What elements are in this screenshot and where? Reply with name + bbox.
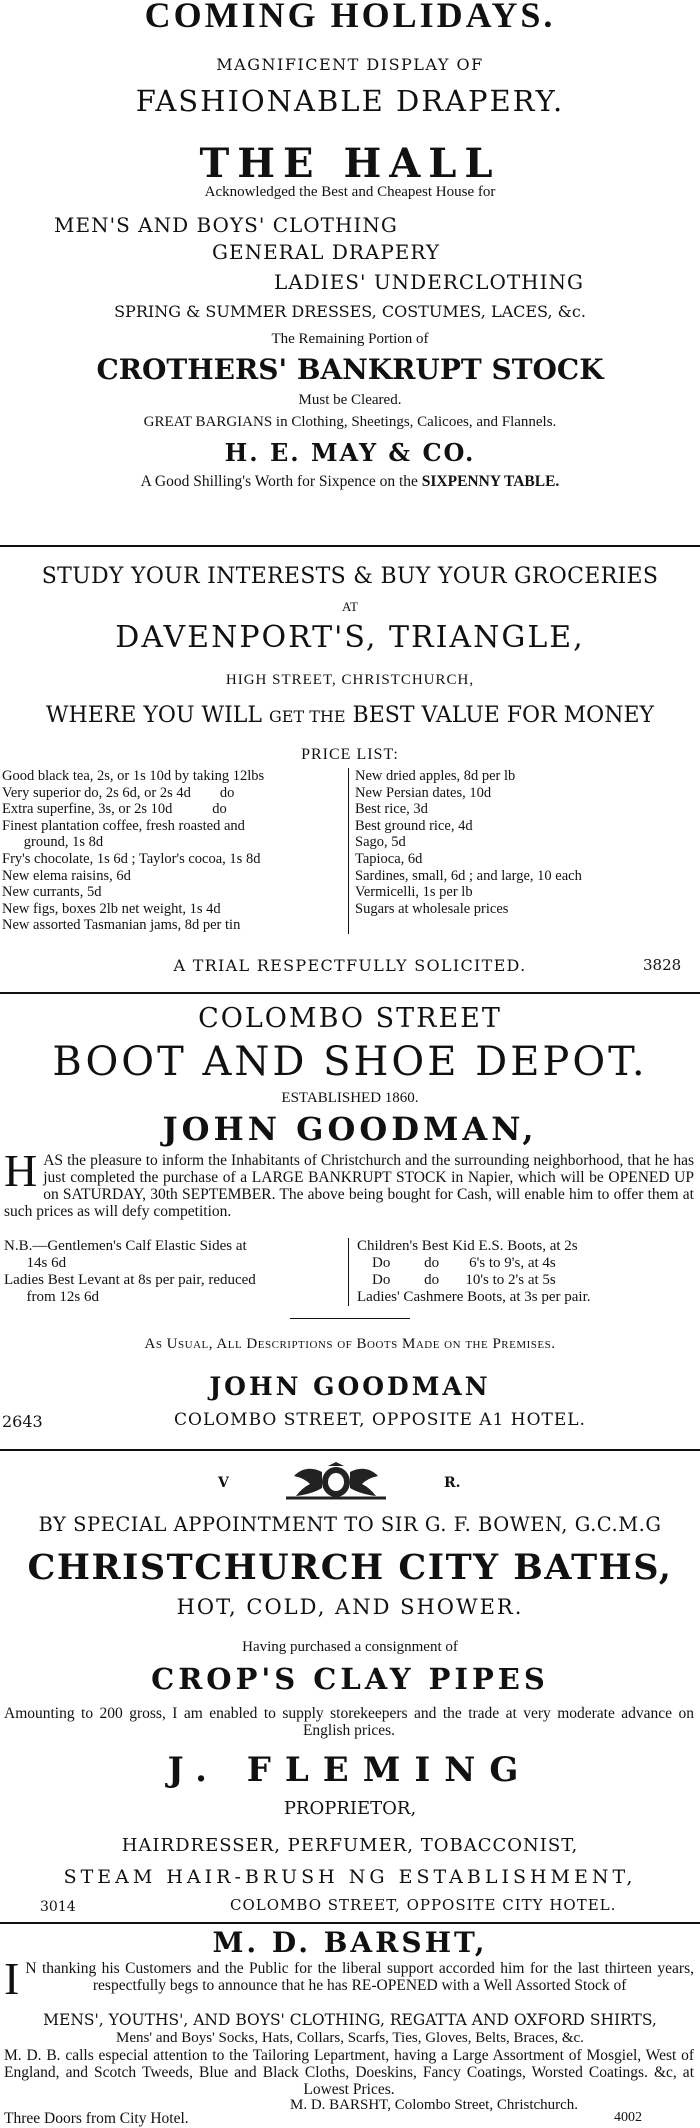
- goodman-address: COLOMBO STREET, OPPOSITE A1 HOTEL.: [174, 1410, 586, 1430]
- crest-v: V: [218, 1475, 229, 1491]
- goodman-left-column: [4, 1238, 349, 1306]
- hall-sixpenny-table: SIXPENNY TABLE.: [421, 473, 560, 490]
- goodman-depot: BOOT AND SHOE DEPOT.: [52, 1039, 648, 1085]
- davenport-value-c: BEST VALUE FOR MONEY: [352, 703, 655, 728]
- price-list-item: Good black tea, 2s, or 1s 10d by taking 12lbs: [2, 768, 265, 784]
- davenport-at: AT: [342, 599, 358, 614]
- boot-price-item: from 12s 6d: [4, 1289, 99, 1305]
- davenport-right-column: [349, 768, 582, 934]
- boot-price-item: Do do 10's to 2's at 5s: [357, 1272, 556, 1288]
- davenport-ref: 3828: [643, 956, 682, 974]
- goodman-name-2: JOHN GOODMAN: [209, 1372, 491, 1401]
- goodman-usual: As Usual, All Descriptions of Boots Made on the Premises.: [144, 1336, 556, 1352]
- hall-headline: COMING HOLIDAYS.: [144, 0, 556, 35]
- goodman-name: JOHN GOODMAN,: [162, 1110, 538, 1148]
- price-list-item: New elema raisins, 6d: [2, 867, 131, 884]
- price-list-item: Extra superfine, 3s, or 2s 10d do: [2, 801, 227, 818]
- divider: [0, 992, 700, 994]
- price-list-item: ground, 1s 8d: [2, 834, 104, 851]
- barsht-signature: M. D. BARSHT, Colombo Street, Christchurch.: [290, 2097, 579, 2113]
- price-list-item: New assorted Tasmanian jams, 8d per tin: [2, 917, 241, 934]
- fleming-pipes: CROP'S CLAY PIPES: [151, 1662, 549, 1696]
- fleming-hot: HOT, COLD, AND SHOWER.: [176, 1595, 524, 1619]
- boot-price-item: Children's Best Kid E.S. Boots, at 2s: [357, 1238, 578, 1254]
- price-list-item: New currants, 5d: [2, 884, 102, 901]
- fleming-ref: 3014: [40, 1899, 76, 1915]
- goodman-price-columns: [4, 1238, 696, 1306]
- barsht-dropcap: I: [4, 1953, 20, 2004]
- price-list-item: Finest plantation coffee, fresh roasted and: [2, 817, 245, 834]
- davenport-name: DAVENPORT'S, TRIANGLE,: [115, 620, 585, 655]
- hall-line-drapery: GENERAL DRAPERY: [212, 240, 441, 264]
- price-list-item: New figs, boxes 2lb net weight, 1s 4d: [2, 900, 221, 917]
- davenport-value-b: GET THE: [269, 707, 346, 726]
- davenport-value: [0, 703, 700, 728]
- barsht-paragraph-1-text: N thanking his Customers and the Public for the liberal support accorded him for the last thirteen years, respectfully begs to announce that he has RE-OPENED with a Well Assorted Stock of: [25, 1960, 694, 1994]
- hall-shilling: [0, 473, 700, 491]
- davenport-study: STUDY YOUR INTERESTS & BUY YOUR GROCERIES: [41, 564, 659, 589]
- crest-r: R.: [444, 1475, 461, 1491]
- fleming-steam: STEAM HAIR-BRUSH NG ESTABLISHMENT,: [63, 1866, 637, 1888]
- fleming-trades: HAIRDRESSER, PERFUMER, TOBACCONIST,: [121, 1835, 579, 1856]
- davenport-value-a: WHERE YOU WILL: [45, 703, 263, 728]
- goodman-ref: 2643: [2, 1412, 43, 1431]
- davenport-trial: A TRIAL RESPECTFULLY SOLICITED.: [173, 956, 527, 975]
- divider: [0, 545, 700, 547]
- price-list-item: Best rice, 3d: [355, 801, 428, 818]
- fleming-appointment: BY SPECIAL APPOINTMENT TO SIR G. F. BOWEN, G.C.M.G: [38, 1513, 662, 1536]
- goodman-paragraph: [4, 1145, 694, 1220]
- price-list-item: New Persian dates, 10d: [355, 784, 492, 801]
- hall-cleared: Must be Cleared.: [298, 392, 402, 408]
- price-list-item: Tapioca, 6d: [355, 850, 423, 867]
- hall-firm: H. E. MAY & CO.: [224, 438, 476, 467]
- price-list-item: Sugars at wholesale prices: [355, 900, 509, 917]
- goodman-established: ESTABLISHED 1860.: [281, 1090, 419, 1106]
- fleming-purchased: Having purchased a consignment of: [242, 1639, 458, 1655]
- price-list-item: Best ground rice, 4d: [355, 817, 473, 834]
- barsht-paragraph-2: M. D. B. calls especial attention to the Tailoring Lepartment, having a Large Assortment of Mosgiel, West of England, and Scotch Tweeds, Blue and Black Cloths, Doeskins, Fancy Coatings, Worsted Coatings. &c, at Lowest Prices.: [4, 2047, 694, 2098]
- hall-line-ladies: LADIES' UNDERCLOTHING: [274, 270, 585, 294]
- davenport-price-list: PRICE LIST:: [301, 746, 399, 763]
- davenport-price-columns: [2, 768, 698, 934]
- royal-crest-icon: [276, 1462, 396, 1502]
- barsht-doors: Three Doors from City Hotel.: [4, 2110, 189, 2127]
- price-list-item: Very superior do, 2s 6d, or 2s 4d do: [2, 784, 235, 801]
- barsht-socks: Mens' and Boys' Socks, Hats, Collars, Scarfs, Ties, Gloves, Belts, Braces, &c.: [116, 2030, 584, 2046]
- goodman-dropcap: H: [4, 1145, 38, 1196]
- price-list-item: New dried apples, 8d per lb: [355, 768, 516, 784]
- hall-name: THE HALL: [199, 140, 501, 187]
- price-list-item: Vermicelli, 1s per lb: [355, 884, 473, 901]
- davenport-street: HIGH STREET, CHRISTCHURCH,: [225, 672, 475, 688]
- barsht-paragraph-1: [4, 1953, 694, 2004]
- price-list-item: Sardines, small, 6d ; and large, 10 each: [355, 867, 582, 884]
- goodman-street: COLOMBO STREET: [198, 1003, 502, 1034]
- hall-display: MAGNIFICENT DISPLAY OF: [216, 55, 484, 74]
- barsht-clothing: MENS', YOUTHS', AND BOYS' CLOTHING, REGATTA AND OXFORD SHIRTS,: [43, 2011, 657, 2029]
- hall-drapery: FASHIONABLE DRAPERY.: [135, 84, 565, 118]
- hall-line-spring: SPRING & SUMMER DRESSES, COSTUMES, LACES, &c.: [114, 302, 586, 321]
- boot-price-item: Do do 6's to 9's, at 4s: [357, 1255, 556, 1271]
- boot-price-item: 14s 6d: [4, 1255, 67, 1271]
- barsht-ref: 4002: [614, 2110, 642, 2125]
- divider: [0, 1449, 700, 1451]
- fleming-baths: CHRISTCHURCH CITY BATHS,: [27, 1547, 673, 1588]
- boot-price-item: N.B.—Gentlemen's Calf Elastic Sides at: [4, 1238, 247, 1254]
- goodman-right-column: [349, 1238, 590, 1306]
- boot-price-item: Ladies' Cashmere Boots, at 3s per pair.: [357, 1289, 591, 1305]
- hall-bargains: GREAT BARGIANS in Clothing, Sheetings, Calicoes, and Flannels.: [143, 414, 557, 430]
- barsht-name: M. D. BARSHT,: [212, 1926, 488, 1959]
- divider: [0, 1922, 700, 1924]
- hall-remaining: The Remaining Portion of: [271, 331, 429, 347]
- fleming-address: COLOMBO STREET, OPPOSITE CITY HOTEL.: [230, 1896, 617, 1914]
- boot-price-item: Ladies Best Levant at 8s per pair, reduced: [4, 1272, 256, 1288]
- hall-line-mens: MEN'S AND BOYS' CLOTHING: [54, 213, 398, 237]
- fleming-name: J. FLEMING: [167, 1750, 533, 1790]
- price-list-item: Fry's chocolate, 1s 6d ; Taylor's cocoa, 1s 8d: [2, 850, 261, 867]
- fleming-amount: Amounting to 200 gross, I am enabled to supply storekeepers and the trade at very moderate advance on English prices.: [4, 1705, 694, 1739]
- price-list-item: Sago, 5d: [355, 834, 406, 851]
- hall-stock: CROTHERS' BANKRUPT STOCK: [96, 353, 604, 386]
- fleming-proprietor: PROPRIETOR,: [283, 1798, 417, 1819]
- short-rule: [290, 1318, 410, 1319]
- hall-shilling-text: A Good Shilling's Worth for Sixpence on the: [140, 473, 418, 490]
- davenport-left-column: [2, 768, 349, 934]
- hall-ack: Acknowledged the Best and Cheapest House for: [204, 184, 496, 200]
- goodman-paragraph-text: AS the pleasure to inform the Inhabitants of Christchurch and the surrounding neighborhood, that he has just completed the purchase of a LARGE BANKRUPT STOCK in Napier, which will be OPENED UP on SATURDAY, 30th SEPTEMBER. The above being bought for Cash, will enable him to offer them at such prices as will defy competition.: [4, 1152, 694, 1220]
